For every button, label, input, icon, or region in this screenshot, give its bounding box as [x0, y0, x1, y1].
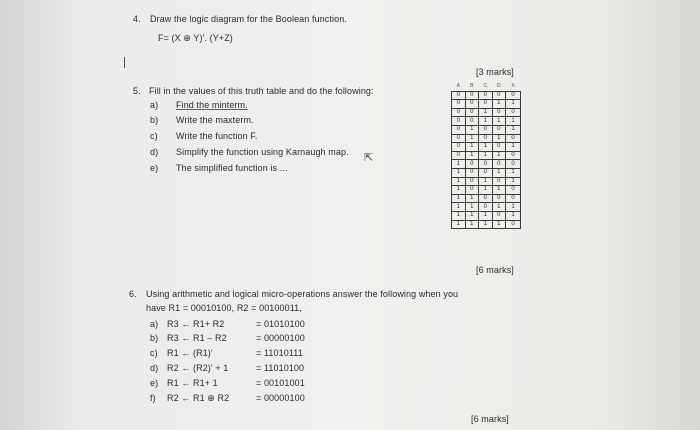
cell-b: 0	[465, 168, 479, 177]
cell-c: 1	[479, 117, 493, 126]
q6-item-b-op: R3 ← R1 – R2	[167, 333, 227, 343]
cell-c: 0	[479, 194, 493, 203]
cell-c: 0	[479, 160, 493, 169]
truth-table-row	[452, 143, 521, 152]
cell-x: 1	[506, 168, 521, 177]
truth-table-row	[452, 177, 521, 186]
q5-item-b-label: b)	[150, 115, 159, 125]
cell-a: 0	[452, 91, 466, 100]
cell-c: 0	[479, 203, 493, 212]
cell-c: 1	[479, 143, 493, 152]
cell-c: 0	[479, 125, 493, 134]
q6-item-a-op: R3 ← R1+ R2	[167, 319, 225, 329]
truth-table-row	[452, 125, 521, 134]
q5-item-c-label: c)	[150, 131, 158, 141]
cell-c: 1	[479, 211, 493, 220]
cell-d: 1	[492, 220, 506, 229]
cell-d: 0	[492, 91, 506, 100]
cell-b: 1	[465, 194, 479, 203]
truth-table-header-row	[452, 83, 521, 91]
q5-item-b-text: Write the maxterm.	[176, 115, 254, 125]
cell-x: 1	[506, 117, 521, 126]
cell-a: 1	[452, 211, 466, 220]
cell-a: 1	[452, 194, 466, 203]
truth-table-row	[452, 168, 521, 177]
q6-item-b-result: = 00000100	[256, 333, 305, 343]
cell-c: 1	[479, 108, 493, 117]
cell-d: 1	[492, 151, 506, 160]
cell-x: 0	[506, 134, 521, 143]
cell-b: 1	[465, 151, 479, 160]
cell-b: 1	[465, 143, 479, 152]
q6-item-e-result: = 00101001	[256, 378, 305, 388]
header-d: D	[496, 83, 501, 90]
q6-item-e-op: R1 ← R1+ 1	[167, 378, 218, 388]
cell-d: 0	[492, 108, 506, 117]
q4-prompt: Draw the logic diagram for the Boolean function.	[150, 14, 347, 24]
cell-a: 0	[452, 143, 466, 152]
cell-a: 0	[452, 100, 466, 109]
cell-x: 1	[506, 143, 521, 152]
q5-item-e-text: The simplified function is ...	[176, 163, 288, 173]
cell-c: 1	[479, 220, 493, 229]
cell-b: 1	[465, 211, 479, 220]
truth-table	[451, 83, 521, 229]
cell-x: 1	[506, 211, 521, 220]
cell-b: 0	[465, 100, 479, 109]
cell-b: 0	[465, 186, 479, 195]
cell-a: 0	[452, 134, 466, 143]
cell-x: 0	[506, 194, 521, 203]
cell-c: 0	[479, 168, 493, 177]
q6-item-c-label: c)	[150, 348, 158, 358]
cell-a: 1	[452, 220, 466, 229]
truth-table-row	[452, 203, 521, 212]
cell-d: 0	[492, 177, 506, 186]
cell-d: 1	[492, 168, 506, 177]
cell-d: 1	[492, 203, 506, 212]
cell-a: 1	[452, 160, 466, 169]
cell-a: 0	[452, 108, 466, 117]
truth-table-row	[452, 91, 521, 100]
cell-d: 1	[492, 117, 506, 126]
q6-prompt-line2: have R1 = 00010100, R2 = 00100011,	[146, 303, 302, 313]
cell-d: 0	[492, 125, 506, 134]
q6-prompt-line1: Using arithmetic and logical micro-operations answer the following when you	[146, 289, 459, 299]
truth-table-row	[452, 134, 521, 143]
cell-x: 1	[506, 177, 521, 186]
cell-x: 0	[506, 151, 521, 160]
cell-c: 1	[479, 151, 493, 160]
header-x: X	[511, 83, 515, 90]
cell-d: 1	[492, 100, 506, 109]
truth-table-row	[452, 151, 521, 160]
truth-table-body	[452, 91, 521, 229]
header-c: C	[483, 83, 488, 90]
cell-d: 1	[492, 134, 506, 143]
cell-d: 0	[492, 211, 506, 220]
cell-d: 0	[492, 194, 506, 203]
truth-table-row	[452, 220, 521, 229]
q6-item-a-label: a)	[150, 319, 159, 329]
cell-b: 1	[465, 134, 479, 143]
cell-a: 0	[452, 151, 466, 160]
truth-table-row	[452, 186, 521, 195]
cell-b: 0	[465, 117, 479, 126]
cell-a: 1	[452, 177, 466, 186]
q5-item-d-label: d)	[150, 147, 159, 157]
cell-x: 0	[506, 186, 521, 195]
cell-a: 1	[452, 186, 466, 195]
q5-marks: [6 marks]	[476, 265, 514, 275]
cell-b: 0	[465, 108, 479, 117]
q5-item-d-text: Simplify the function using Karnaugh map.	[176, 147, 349, 157]
q5-item-a-text: Find the minterm.	[176, 100, 248, 110]
cell-x: 0	[506, 91, 521, 100]
cell-c: 1	[479, 177, 493, 186]
cell-x: 1	[506, 203, 521, 212]
truth-table-row	[452, 160, 521, 169]
cell-d: 0	[492, 143, 506, 152]
q6-item-f-label: f)	[150, 393, 156, 403]
q5-item-e-label: e)	[150, 163, 159, 173]
cell-b: 1	[465, 125, 479, 134]
q6-item-d-label: d)	[150, 363, 159, 373]
cell-c: 0	[479, 100, 493, 109]
q6-number: 6.	[129, 289, 137, 299]
q4-function: F= (X ⊕ Y)'. (Y+Z)	[158, 33, 233, 43]
cell-d: 1	[492, 186, 506, 195]
truth-table-row	[452, 108, 521, 117]
q4-marks: [3 marks]	[476, 67, 514, 77]
cell-b: 0	[465, 177, 479, 186]
cell-b: 0	[465, 160, 479, 169]
truth-table-row	[452, 211, 521, 220]
q5-prompt: Fill in the values of this truth table and do the following:	[149, 86, 374, 96]
q5-item-a-label: a)	[150, 100, 159, 110]
mouse-pointer-icon: ⇱	[364, 152, 374, 164]
q6-item-a-result: = 01010100	[256, 319, 305, 329]
q5-number: 5.	[133, 86, 141, 96]
q5-item-c-text: Write the function F.	[176, 131, 258, 141]
truth-table-row	[452, 194, 521, 203]
truth-table-row	[452, 100, 521, 109]
truth-table-row	[452, 117, 521, 126]
q6-marks: [6 marks]	[471, 414, 509, 424]
q6-item-c-op: R1 ← (R1)'	[167, 348, 213, 358]
cell-c: 0	[479, 91, 493, 100]
q6-item-b-label: b)	[150, 333, 159, 343]
q4-number: 4.	[133, 14, 141, 24]
cell-x: 0	[506, 160, 521, 169]
cell-x: 1	[506, 100, 521, 109]
q6-item-f-op: R2 ← R1 ⊕ R2	[167, 393, 230, 403]
text-cursor	[124, 57, 125, 68]
q6-item-e-label: e)	[150, 378, 159, 388]
header-a: A	[456, 83, 460, 90]
cell-c: 0	[479, 134, 493, 143]
header-b: B	[470, 83, 474, 90]
q6-item-d-op: R2 ← (R2)' + 1	[167, 363, 229, 373]
cell-x: 1	[506, 125, 521, 134]
cell-a: 1	[452, 203, 466, 212]
cell-b: 0	[465, 91, 479, 100]
cell-d: 0	[492, 160, 506, 169]
q6-item-f-result: = 00000100	[256, 393, 305, 403]
cell-a: 1	[452, 168, 466, 177]
q6-item-d-result: = 11010100	[256, 363, 305, 373]
cell-x: 0	[506, 220, 521, 229]
cell-a: 0	[452, 117, 466, 126]
cell-b: 1	[465, 220, 479, 229]
cell-b: 1	[465, 203, 479, 212]
cell-x: 0	[506, 108, 521, 117]
cell-a: 0	[452, 125, 466, 134]
cell-c: 1	[479, 186, 493, 195]
q6-item-c-result: = 11010111	[256, 348, 303, 358]
